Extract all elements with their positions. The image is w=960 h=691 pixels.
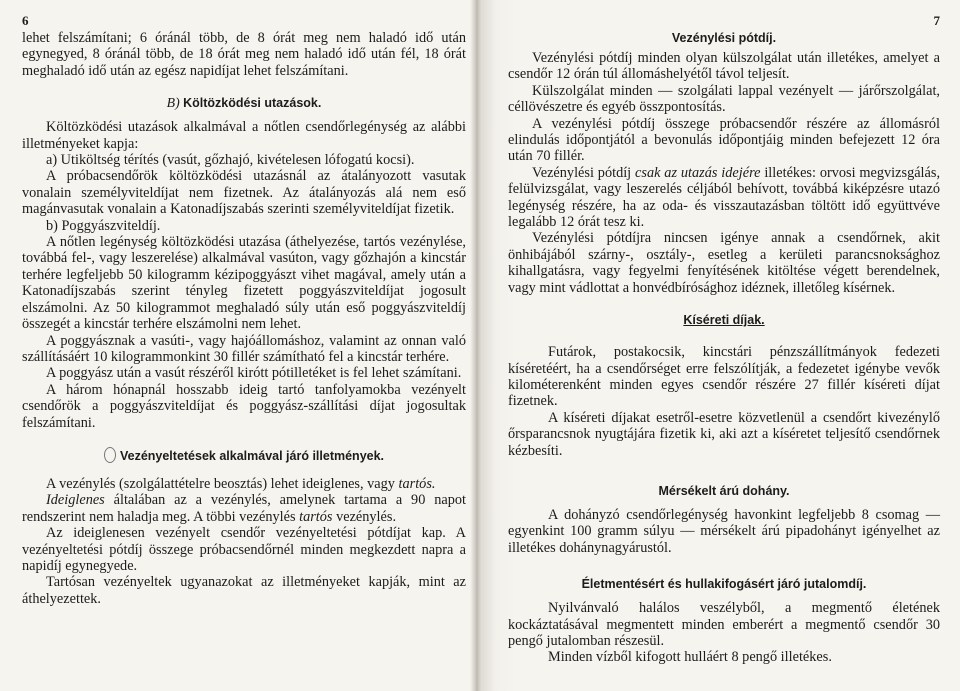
paragraph: A poggyásznak a vasúti-, vagy hajóállomáshoz, valamint az onnan való szállításáért 10 kilogrammonkint 30 fillér számítható fel a kincstár terhére. xyxy=(22,332,466,365)
paragraph: lehet felszámítani; 6 óránál több, de 8 órát meg nem haladó idő után egynegyed, 8 óránál több, de 18 órát meg nem haladó idő után fél, 18 órát meghaladó idő után az egész napidíjat lehet felszámítani. xyxy=(22,30,466,79)
section-heading-2: Kíséreti díjak. xyxy=(683,313,765,328)
paragraph: A dohányzó csendőrlegénység havonkint legfeljebb 8 csomag — egyenkint 100 gramm súlyu — mérsékelt árú pipadohányt igényelhet az illetékes dohánynagyárustól. xyxy=(508,506,940,556)
heading-prefix: B) xyxy=(166,95,180,111)
section-heading-4: Életmentésért és hullakifogásért járó jutalomdíj. xyxy=(581,577,867,592)
page-number-left: 6 xyxy=(22,13,29,28)
paragraph: Költözködési utazások alkalmával a nőtlen csendőrlegénység az alábbi illetményeket kapja: xyxy=(22,119,466,152)
paragraph: A három hónapnál hosszabb ideig tartó tanfolyamokba vezényelt csendőrök a poggyászviteldíjat és poggyász-szállítási díjat jogosultak felszámítani. xyxy=(22,381,466,431)
left-page xyxy=(0,0,478,691)
page-number-right: 7 xyxy=(933,13,940,28)
section-heading-c: Vezényeltetések alkalmával járó illetmények. xyxy=(22,447,466,464)
list-item-b: b) Poggyászviteldíj. xyxy=(46,217,161,234)
heading-title: Költözködési utazások. xyxy=(183,96,322,111)
right-page xyxy=(478,0,960,691)
section-heading-b xyxy=(22,95,466,111)
paragraph: A vezénylés (szolgálattételre beosztás) lehet ideiglenes, vagy tartós. xyxy=(46,475,436,492)
book-gutter xyxy=(470,0,482,691)
section-heading-3: Mérsékelt árú dohány. xyxy=(658,483,790,498)
paragraph: Futárok, postakocsik, kincstári pénzszállítmányok fedezeti kíséretéért, ha a csendőrséget erre felszólítják, a fedezetet igénybe vevők kilométerenként minden egyes csendőr részére 27 fillér kíséreti díjat fizetnek. xyxy=(508,344,940,410)
paragraph: Nyilvánvaló halálos veszélyből, a megmentő életének kockáztatásával megmentett minden emberért a megmentő csendőr 30 pengő jutalomban részesül. xyxy=(508,600,940,649)
paragraph: A poggyász után a vasút részéről kirótt pótilletéket is fel lehet számítani. xyxy=(46,365,462,382)
paragraph: A nőtlen legénység költözködési utazása (áthelyezése, tartós vezénylése, továbbá fel-, vagy leszerelése) alkalmával vasúton, vagy gőzhajón a kincstár terhére legfeljebb 50 kilogramm kézipoggyászt vihet magával, amely után a Katonadíjszabás szerint tényleg fizetett poggyászviteldíjat jogosult elszámolni. Az 50 kilogrammot meghaladó súly után eső poggyászviteldíj összegét a kincstár terhére elszámolni nem lehet. xyxy=(22,234,466,333)
pencil-mark-icon xyxy=(104,447,116,463)
paragraph: Tartósan vezényeltek ugyanazokat az illetményeket kapják, mint az áthelyezettek. xyxy=(22,574,466,607)
paragraph: Vezénylési pótdíj csak az utazás idejére illetékes: orvosi megvizsgálás, felülvizsgálat, vagy leszerelés céljából behívott, továbbá kiképzésre utazó legénység részére, ha az oda- és visszautazásban töltött idő együttvéve legalább 12 órát tesz ki. xyxy=(508,164,941,231)
paragraph: Minden vízből kifogott hulláért 8 pengő illetékes. xyxy=(548,649,832,666)
section-heading-1: Vezénylési pótdíj. xyxy=(671,31,777,45)
paragraph: Külszolgálat minden — szolgálati lappal vezényelt — járőrszolgálat, céllövészetre és egyéb összpontosítás. xyxy=(508,82,940,116)
paragraph: A próbacsendőrök költözködési utazásnál az átalányozott vasutak vonalain személyviteldíjat nem fizetnek. Az átalányozás alá nem eső magánvasutak vonalain a Katonadíjszabás szerinti személyviteldíjat fizetik. xyxy=(22,168,466,218)
paragraph: A vezénylési pótdíj összege próbacsendőr részére az állomásról elindulás időpontjától a bevonulás időpontjáig minden befejezett 12 óra után 70 fillér. xyxy=(508,115,940,165)
list-item-a: a) Utiköltség térítés (vasút, gőzhajó, kivételesen lófogatú kocsi). xyxy=(46,152,415,169)
paragraph: Vezénylési pótdíjra nincsen igénye annak a csendőrnek, akit önhibájából szárny-, osztály-, esetleg a kerületi parancsnoksághoz kihallgatásra, vagy fegyelmi fenyítésének kitöltése végett berendelnek, vagy mint vádlottat a honvédbírósághoz idéznek, illetőleg kísérnek. xyxy=(508,230,940,296)
paragraph: Vezénylési pótdíj minden olyan külszolgálat után illetékes, amelyet a csendőr 12 órán túl állomáshelyétől távol teljesít. xyxy=(508,50,940,83)
paragraph: A kíséreti díjakat esetről-esetre közvetlenül a csendőrt kivezénylő őrsparancsnok nyugtájára fizetik ki, aki azt a kíséretet teljesítő csendőrnek kézbesíti. xyxy=(508,409,940,459)
paragraph: Ideiglenes általában az a vezénylés, amelynek tartama a 90 napot rendszerint nem haladja meg. A többi vezénylés tartós vezénylés. xyxy=(22,492,466,525)
paragraph: Az ideiglenesen vezényelt csendőr vezényeltetési pótdíjat kap. A vezényeltetési pótdíj összege próbacsendőrnél minden megkezdett napra a napidíj egynegyede. xyxy=(22,525,466,574)
